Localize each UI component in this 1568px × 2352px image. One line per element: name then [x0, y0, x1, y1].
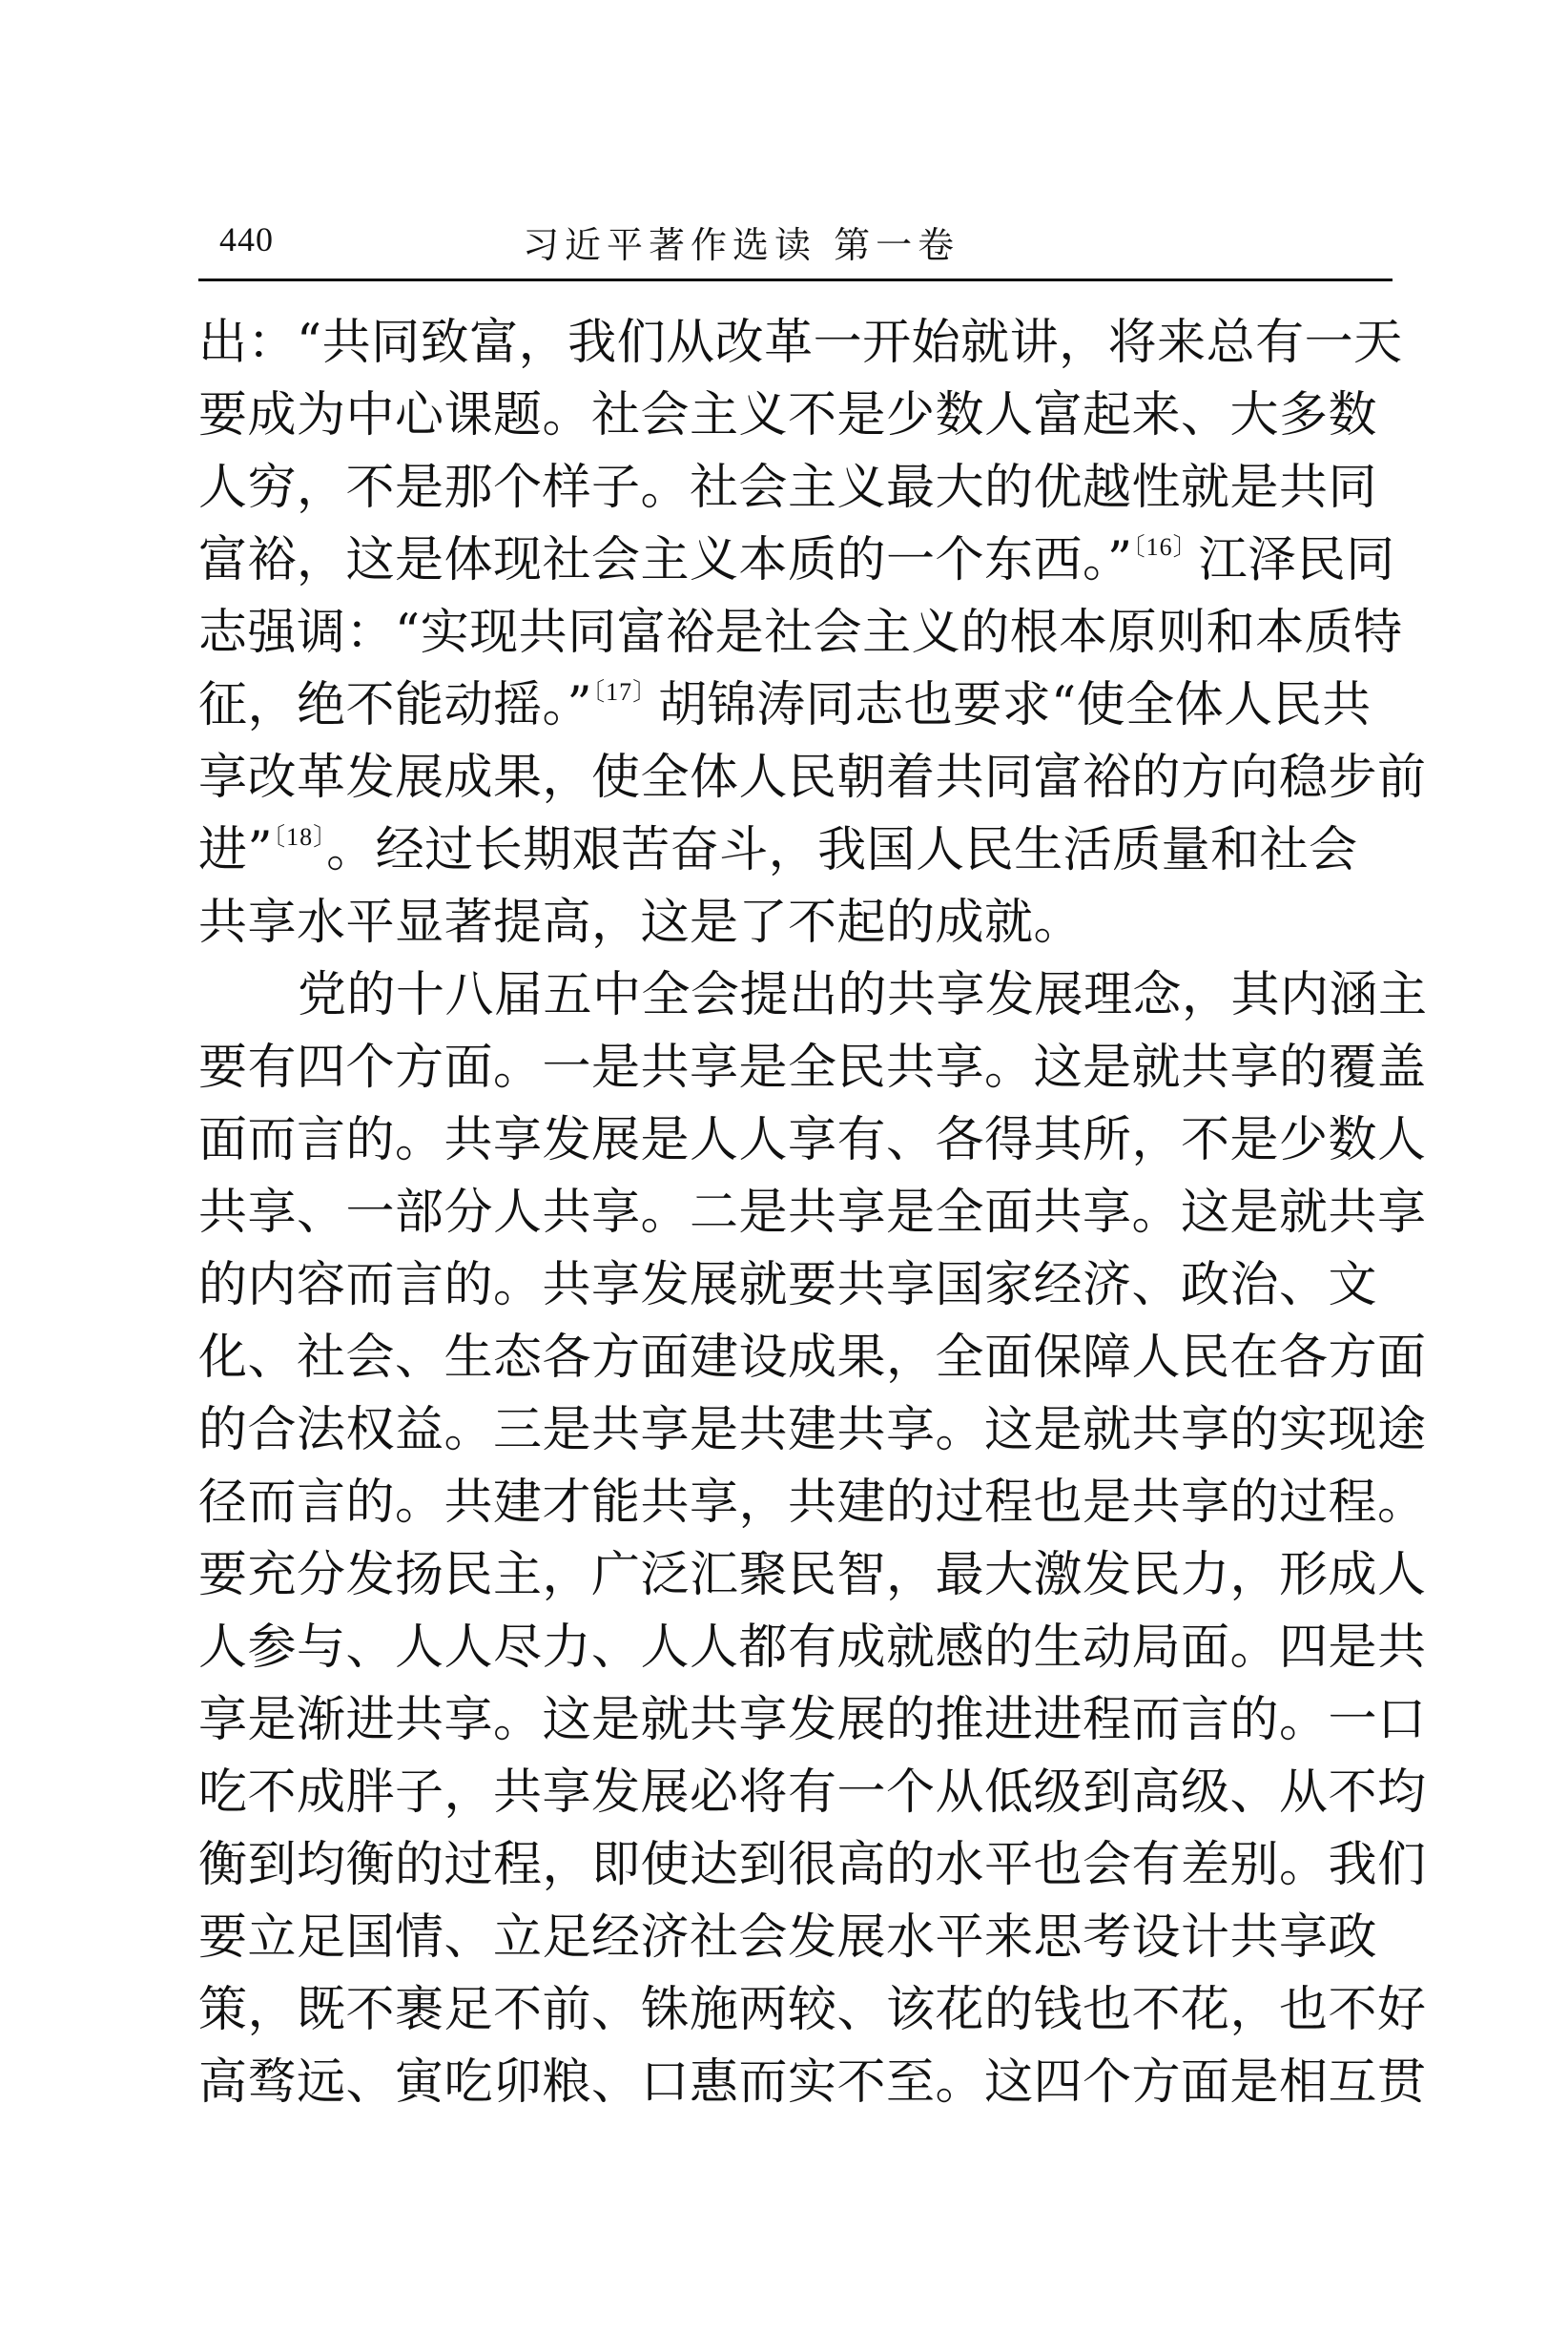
text-segment: 进”: [198, 822, 274, 878]
text-line: 吃不成胖子，共享发展必将有一个从低级到高级、从不均: [198, 1764, 1427, 1821]
page-header: [198, 210, 1393, 277]
text-line: 要立足国情、立足经济社会发展水平来思考设计共享政: [198, 1909, 1378, 1966]
text-segment: 征，绝不能动摇。”: [198, 677, 593, 733]
text-line: 的内容而言的。共享发展就要共享国家经济、政治、文: [198, 1257, 1378, 1313]
running-title: 习近平著作选读 第一卷: [523, 224, 960, 266]
text-line: 出：“共同致富，我们从改革一开始就讲，将来总有一天: [198, 315, 1403, 371]
text-line: 享改革发展成果，使全体人民朝着共同富裕的方向稳步前: [198, 750, 1427, 806]
text-line: 衡到均衡的过程，即使达到很高的水平也会有差别。我们: [198, 1837, 1427, 1893]
text-line: 策，既不裹足不前、铢施两较、该花的钱也不花，也不好: [198, 1982, 1427, 2038]
body-text: [198, 307, 1428, 2119]
text-line: 面而言的。共享发展是人人享有、各得其所，不是少数人: [198, 1112, 1427, 1168]
text-segment: 江泽民同: [1198, 532, 1395, 588]
text-line: 高骛远、寅吃卯粮、口惠而实不至。这四个方面是相互贯: [198, 2054, 1427, 2111]
text-line: 要有四个方面。一是共享是全民共享。这是就共享的覆盖: [198, 1040, 1427, 1096]
text-line: 径而言的。共建才能共享，共建的过程也是共享的过程。: [198, 1475, 1427, 1531]
text-line: 人穷，不是那个样子。社会主义最大的优越性就是共同: [198, 460, 1378, 516]
footnote-ref-17: 〔17〕: [592, 678, 659, 706]
text-segment: 。经过长期艰苦奋斗，我国人民生活质量和社会: [326, 822, 1358, 878]
text-line: 要充分发扬民主，广泛汇聚民智，最大激发民力，形成人: [198, 1547, 1427, 1603]
paragraph-2: [198, 959, 1428, 2119]
text-line: 要成为中心课题。社会主义不是少数人富起来、大多数: [198, 387, 1378, 444]
text-line: 人参与、人人尽力、人人都有成就感的生动局面。四是共: [198, 1620, 1427, 1676]
text-line: [198, 815, 1393, 887]
text-line: 化、社会、生态各方面建设成果，全面保障人民在各方面: [198, 1330, 1427, 1386]
text-line: [198, 525, 1393, 597]
text-line: 党的十八届五中全会提出的共享发展理念，其内涵主: [298, 967, 1428, 1023]
text-line: 志强调：“实现共同富裕是社会主义的根本原则和本质特: [198, 605, 1403, 661]
text-segment: 富裕，这是体现社会主义本质的一个东西。”: [198, 532, 1133, 588]
footnote-ref-18: 〔18〕: [273, 823, 327, 851]
page-number: 440: [219, 220, 274, 258]
paragraph-1: [198, 307, 1427, 959]
text-segment: 胡锦涛同志也要求“使全体人民共: [658, 677, 1372, 733]
text-line: 共享水平显著提高，这是了不起的成就。: [198, 895, 1083, 951]
text-line: 共享、一部分人共享。二是共享是全面共享。这是就共享: [198, 1185, 1427, 1241]
text-line: [198, 670, 1393, 742]
text-line: 的合法权益。三是共享是共建共享。这是就共享的实现途: [198, 1402, 1427, 1458]
footnote-ref-16: 〔16〕: [1132, 533, 1199, 561]
text-line: 享是渐进共享。这是就共享发展的推进进程而言的。一口: [198, 1692, 1427, 1748]
header-rule: [198, 279, 1393, 281]
